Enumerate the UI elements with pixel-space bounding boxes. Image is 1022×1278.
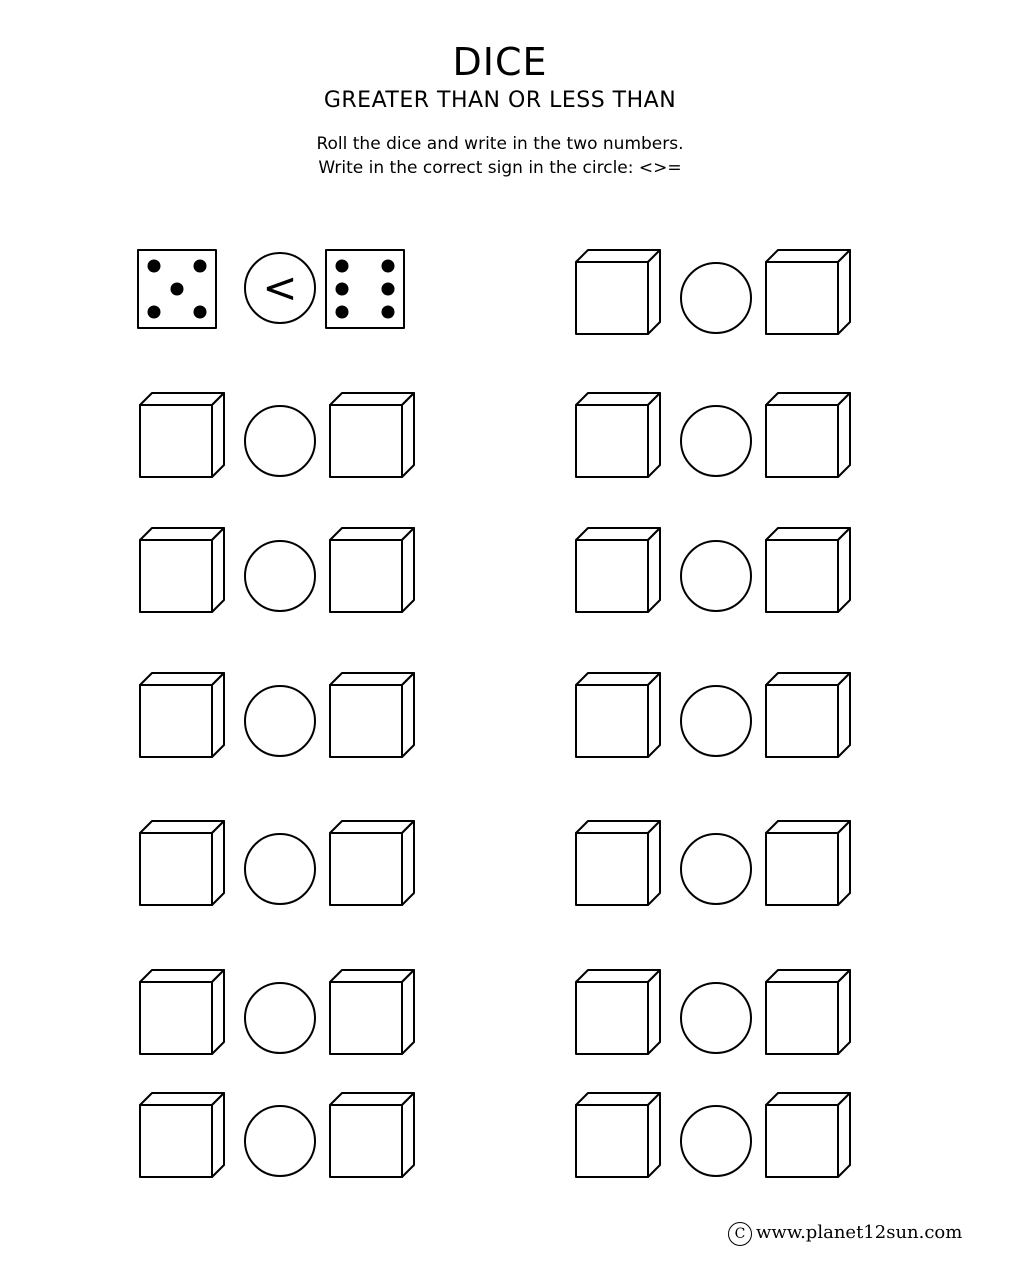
die-pip xyxy=(382,306,395,319)
left-die-blank[interactable] xyxy=(140,673,224,757)
worksheet-subtitle: GREATER THAN OR LESS THAN xyxy=(323,88,677,113)
instruction-line-2: Write in the correct sign in the circle: <>= xyxy=(318,158,682,178)
sign-circle[interactable] xyxy=(245,983,315,1053)
sign-circle[interactable] xyxy=(681,834,751,904)
copyright-icon: C xyxy=(728,1222,752,1246)
exercise-13 xyxy=(576,970,850,1054)
right-die-blank[interactable] xyxy=(330,393,414,477)
exercise-7 xyxy=(140,1093,414,1177)
sign-circle[interactable] xyxy=(681,983,751,1053)
instruction-line-1: Roll the dice and write in the two numbers. xyxy=(316,134,684,154)
left-die-blank[interactable] xyxy=(140,528,224,612)
sign-circle[interactable] xyxy=(681,1106,751,1176)
die-pip xyxy=(194,306,207,319)
die-pip xyxy=(336,306,349,319)
left-die-blank[interactable] xyxy=(576,528,660,612)
sign-circle[interactable] xyxy=(681,686,751,756)
left-die-blank[interactable] xyxy=(140,1093,224,1177)
exercise-6 xyxy=(140,970,414,1054)
die-pip xyxy=(171,283,184,296)
exercise-4 xyxy=(140,673,414,757)
right-die-blank[interactable] xyxy=(330,528,414,612)
die-pip xyxy=(336,260,349,273)
sign-circle[interactable] xyxy=(681,541,751,611)
example-left-die xyxy=(138,250,216,328)
sign-circle[interactable] xyxy=(681,406,751,476)
left-die-blank[interactable] xyxy=(576,970,660,1054)
right-die-blank[interactable] xyxy=(766,1093,850,1177)
website-link[interactable]: www.planet12sun.com xyxy=(756,1222,963,1243)
die-pip xyxy=(148,306,161,319)
right-die-blank[interactable] xyxy=(766,673,850,757)
right-die-blank[interactable] xyxy=(330,1093,414,1177)
right-die-blank[interactable] xyxy=(330,821,414,905)
right-die-blank[interactable] xyxy=(766,970,850,1054)
exercise-2 xyxy=(140,393,414,477)
exercise-14 xyxy=(576,1093,850,1177)
die-pip xyxy=(194,260,207,273)
sign-circle[interactable] xyxy=(245,686,315,756)
sign-circle[interactable] xyxy=(245,541,315,611)
sign-circle[interactable] xyxy=(245,406,315,476)
exercise-11 xyxy=(576,673,850,757)
left-die-blank[interactable] xyxy=(140,821,224,905)
exercise-1 xyxy=(138,250,404,328)
example-right-die xyxy=(326,250,404,328)
sign-circle[interactable] xyxy=(245,1106,315,1176)
left-die-blank[interactable] xyxy=(140,970,224,1054)
left-die-blank[interactable] xyxy=(576,250,660,334)
footer-credit xyxy=(728,1222,988,1246)
exercise-12 xyxy=(576,821,850,905)
die-pip xyxy=(382,260,395,273)
die-pip xyxy=(382,283,395,296)
right-die-blank[interactable] xyxy=(330,970,414,1054)
worksheet-title: DICE xyxy=(452,40,548,84)
exercise-9 xyxy=(576,393,850,477)
right-die-blank[interactable] xyxy=(766,250,850,334)
exercise-8 xyxy=(576,250,850,334)
example-sign: < xyxy=(262,263,298,312)
right-die-blank[interactable] xyxy=(330,673,414,757)
sign-circle[interactable] xyxy=(245,834,315,904)
exercise-10 xyxy=(576,528,850,612)
left-die-blank[interactable] xyxy=(576,821,660,905)
right-die-blank[interactable] xyxy=(766,821,850,905)
exercise-5 xyxy=(140,821,414,905)
left-die-blank[interactable] xyxy=(140,393,224,477)
die-pip xyxy=(148,260,161,273)
sign-circle[interactable] xyxy=(681,263,751,333)
right-die-blank[interactable] xyxy=(766,393,850,477)
die-pip xyxy=(336,283,349,296)
left-die-blank[interactable] xyxy=(576,673,660,757)
exercise-3 xyxy=(140,528,414,612)
left-die-blank[interactable] xyxy=(576,1093,660,1177)
left-die-blank[interactable] xyxy=(576,393,660,477)
right-die-blank[interactable] xyxy=(766,528,850,612)
